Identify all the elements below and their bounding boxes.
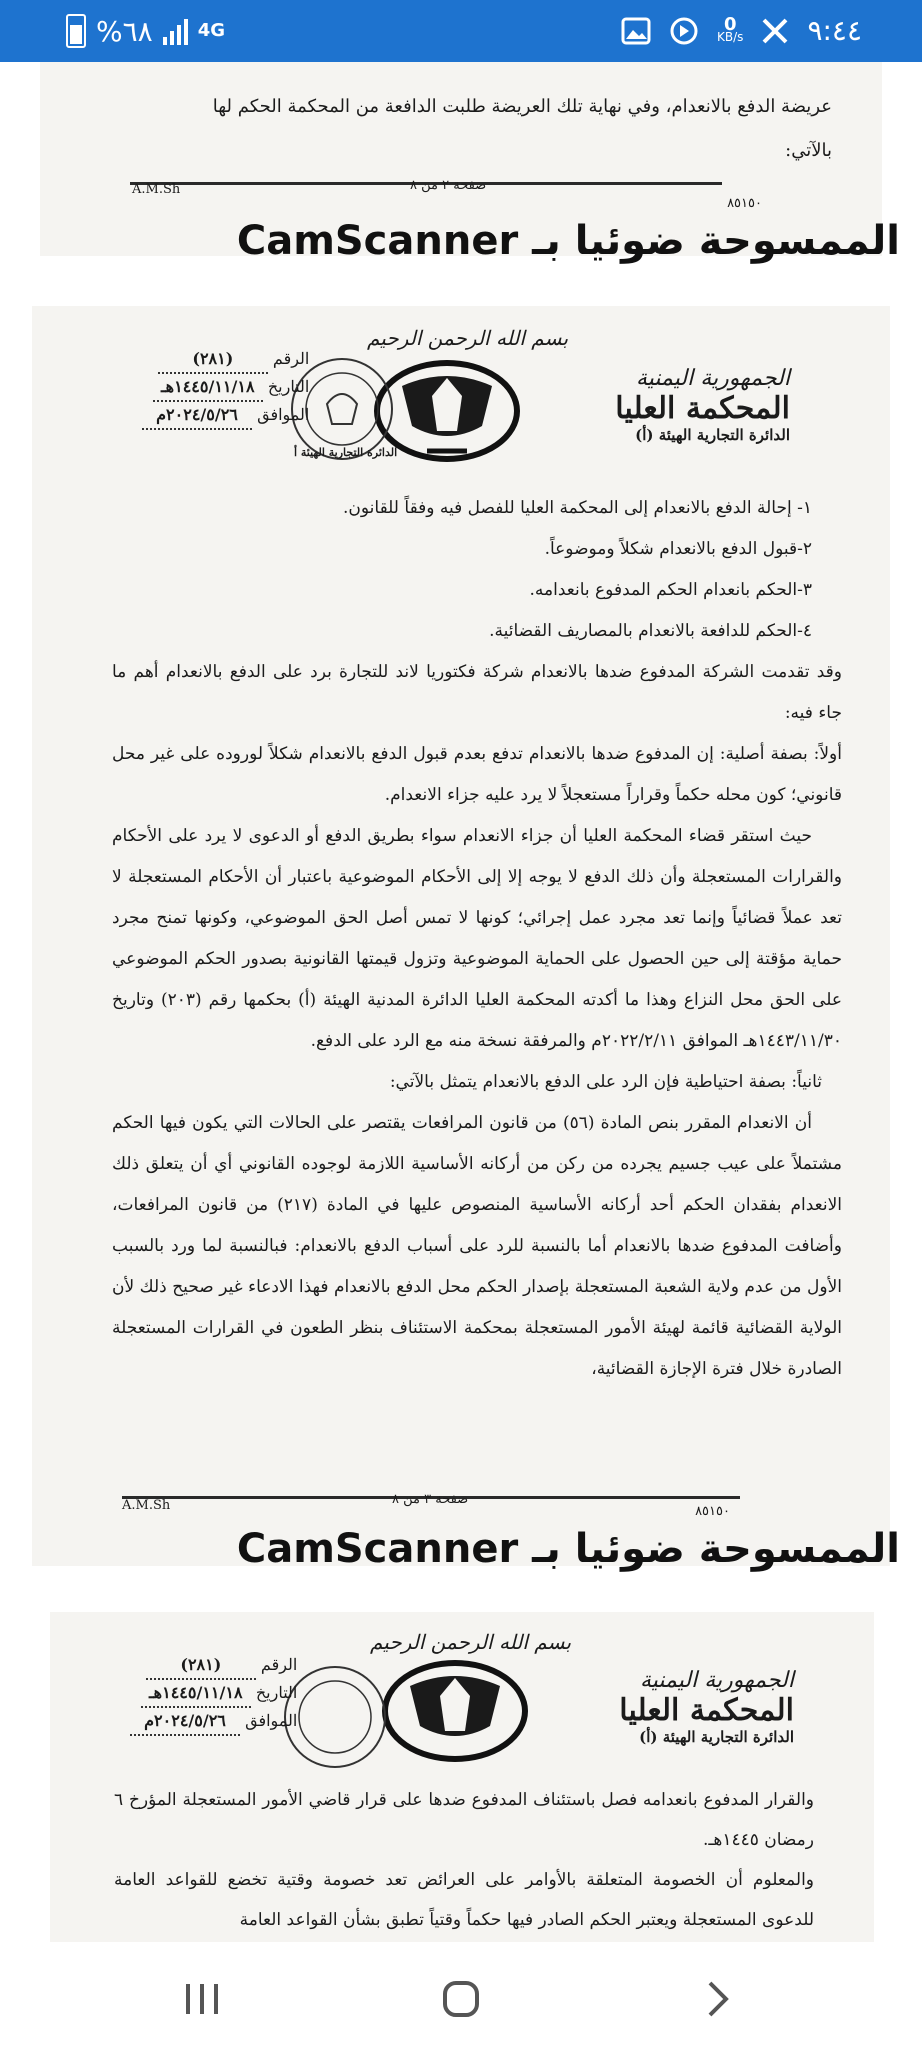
home-icon <box>442 1980 480 2018</box>
camscanner-watermark: الممسوحة ضوئيا بـ CamScanner <box>236 218 900 264</box>
footer-code: ٨٥١٥٠ <box>695 1504 730 1519</box>
reference-block <box>130 1652 297 1736</box>
footer-page-number: صفحة ٣ من ٨ <box>392 1492 469 1507</box>
yemen-emblem-icon <box>380 1656 530 1766</box>
corresponding-label: الموافق <box>257 405 310 424</box>
document-body <box>112 488 842 1390</box>
paragraph: حيث استقر قضاء المحكمة العليا أن جزاء الانعدام سواء بطريق الدفع أو الدعوى لا يرد على الأحكام والقرارات المستعجلة وأن ذلك الدفع لا يوجه إلا إلى الأحكام الموضوعية باعتبار أن الأحكام المستعجلة لا تعد عملاً قضائياً وإنما تعد مجرد عمل إجرائي؛ كونها لا تمس أصل الحق الموضوعي، وكونها تمنح مجرد حماية مؤقتة إلى حين الحصول على الحماية الموضوعية وتزول قيمتها القانونية بصدور الحكم الموضوعي على الحق محل النزاع وهذا ما أكدته المحكمة العليا الدائرة المدنية الهيئة (أ) بحكمها رقم (٢٠٣) وتاريخ ١٤٤٣/١١/٣٠هـ الموافق ٢٠٢٢/٢/١١م والمرفقة نسخة منه مع الرد على الدفع. <box>112 826 842 1051</box>
clock: ٩:٤٤ <box>807 14 862 47</box>
basmala: بسم الله الرحمن الرحيم <box>367 326 569 350</box>
footer-initials: A.M.Sh <box>132 182 181 197</box>
signal-icon <box>163 17 188 45</box>
country-name: الجمهورية اليمنية <box>639 1668 794 1693</box>
document-body <box>114 1780 814 1940</box>
court-header <box>619 1668 794 1746</box>
seal-text: الدائرة التجارية الهيئة أ <box>294 446 398 459</box>
battery-icon <box>66 14 86 48</box>
speed-value: 0 <box>723 13 737 35</box>
ref-label: الرقم <box>272 349 310 368</box>
back-icon <box>706 1980 730 2018</box>
date-gregorian: ٢٠٢٤/٥/٢٦م <box>142 402 252 430</box>
basmala: بسم الله الرحمن الرحيم <box>370 1630 572 1654</box>
scanned-page-4-top <box>50 1612 874 1942</box>
network-type: 4G <box>197 20 225 41</box>
home-button[interactable] <box>431 1972 491 2026</box>
court-header <box>615 366 790 444</box>
paragraph: وقد تقدمت الشركة المدفوع ضدها بالانعدام شركة فكتوريا لاند للتجارة برد على الدفع بالانعدام أهم ما جاء فيه: <box>112 662 842 723</box>
date-label: التاريخ <box>255 1683 298 1702</box>
network-speed <box>717 13 744 44</box>
camscanner-watermark: الممسوحة ضوئيا بـ CamScanner <box>236 1526 900 1572</box>
paragraph: والمعلوم أن الخصومة المتعلقة بالأوامر على العرائض تعد خصومة وقتية تخضع للقواعد العامة للدعوى المستعجلة ويعتبر الحكم الصادر فيها حكماً وقتياً تطبق بشأن القواعد العامة <box>114 1870 814 1930</box>
reference-block <box>142 346 309 430</box>
paragraph: ثانياً: بصفة احتياطية فإن الرد على الدفع بالانعدام يتمثل بالآتي: <box>389 1072 822 1092</box>
division-name: الدائرة التجارية الهيئة (أ) <box>635 426 790 444</box>
status-bar <box>0 0 922 62</box>
paragraph: والقرار المدفوع بانعدامه فصل باستئناف المدفوع ضدها على قرار قاضي الأمور المستعجلة المؤرخ ٦ رمضان ١٤٤٥هـ. <box>114 1790 814 1850</box>
paragraph: ٤-الحكم للدافعة بالانعدام بالمصاريف القضائية. <box>489 621 812 641</box>
scanned-page-3 <box>32 306 890 1566</box>
recent-apps-icon <box>184 1982 220 2016</box>
paragraph: ٣-الحكم بانعدام الحكم المدفوع بانعدامه. <box>529 580 812 600</box>
back-button[interactable] <box>688 1972 748 2026</box>
date-hijri: ١٤٤٥/١١/١٨هـ <box>153 374 263 402</box>
status-left <box>66 14 225 48</box>
data-saver-icon <box>669 16 699 46</box>
date-hijri: ١٤٤٥/١١/١٨هـ <box>141 1680 251 1708</box>
footer-initials: A.M.Sh <box>122 1498 171 1513</box>
paragraph: أولاً: بصفة أصلية: إن المدفوع ضدها بالانعدام تدفع بعدم قبول الدفع بالانعدام شكلاً لوروده على غير محل قانوني؛ كون محله حكماً وقراراً مستعجلاً لا يرد عليه جزاء الانعدام. <box>112 744 842 805</box>
page1-line-1: عريضة الدفع بالانعدام، وفي نهاية تلك العريضة طلبت الدافعة من المحكمة الحكم لها <box>212 96 832 117</box>
footer-code: ٨٥١٥٠ <box>727 196 762 211</box>
date-gregorian: ٢٠٢٤/٥/٢٦م <box>130 1708 240 1736</box>
page1-line-2: بالآتي: <box>785 140 832 161</box>
navigation-bar <box>0 1950 922 2048</box>
date-row <box>142 374 309 402</box>
court-name: المحكمة العليا <box>615 391 790 426</box>
ref-value: (٢٨١) <box>158 346 268 374</box>
x-app-icon <box>761 17 789 45</box>
court-name: المحكمة العليا <box>619 1693 794 1728</box>
footer-page-number: صفحة ٢ من ٨ <box>410 178 487 193</box>
status-right <box>621 14 862 47</box>
paragraph: ٢-قبول الدفع بالانعدام شكلاً وموضوعاً. <box>544 539 812 559</box>
battery-level: %٦٨ <box>96 14 153 48</box>
ref-row <box>142 346 309 374</box>
corresponding-row <box>142 402 309 430</box>
country-name: الجمهورية اليمنية <box>635 366 790 391</box>
paragraph: ١- إحالة الدفع بالانعدام إلى المحكمة العليا للفصل فيه وفقاً للقانون. <box>343 498 812 518</box>
corresponding-row <box>130 1708 297 1736</box>
ref-label: الرقم <box>260 1655 298 1674</box>
recent-apps-button[interactable] <box>172 1972 232 2026</box>
speed-unit: KB/s <box>717 29 744 44</box>
date-label: التاريخ <box>267 377 310 396</box>
corresponding-label: الموافق <box>245 1711 298 1730</box>
ref-row <box>130 1652 297 1680</box>
division-name: الدائرة التجارية الهيئة (أ) <box>639 1728 794 1746</box>
gallery-icon <box>621 17 651 45</box>
ref-value: (٢٨١) <box>146 1652 256 1680</box>
paragraph: أن الانعدام المقرر بنص المادة (٥٦) من قانون المرافعات يقتصر على الحالات التي يكون فيها الحكم مشتملاً على عيب جسيم يجرده من ركن من أركانه الأساسية اللازمة لوجوده القانوني أي أن يتعلق ذلك الانعدام بفقدان الحكم أحد أركانه الأساسية المنصوص عليها في المادة (٢١٧) من قانون المرافعات، وأضافت المدفوع ضدها بالانعدام أما بالنسبة للرد على أسباب الدفع بالانعدام: فبالنسبة لما ورد بالسبب الأول من عدم ولاية الشعبة المستعجلة بإصدار الحكم محل الدفع بالانعدام فهذا الادعاء غير صحيح ذلك لأن الولاية القضائية قائمة لهيئة الأمور المستعجلة بمحكمة الاستئناف بنظر الطعون في القرارات المستعجلة الصادرة خلال فترة الإجازة القضائية، <box>112 1113 842 1379</box>
date-row <box>130 1680 297 1708</box>
